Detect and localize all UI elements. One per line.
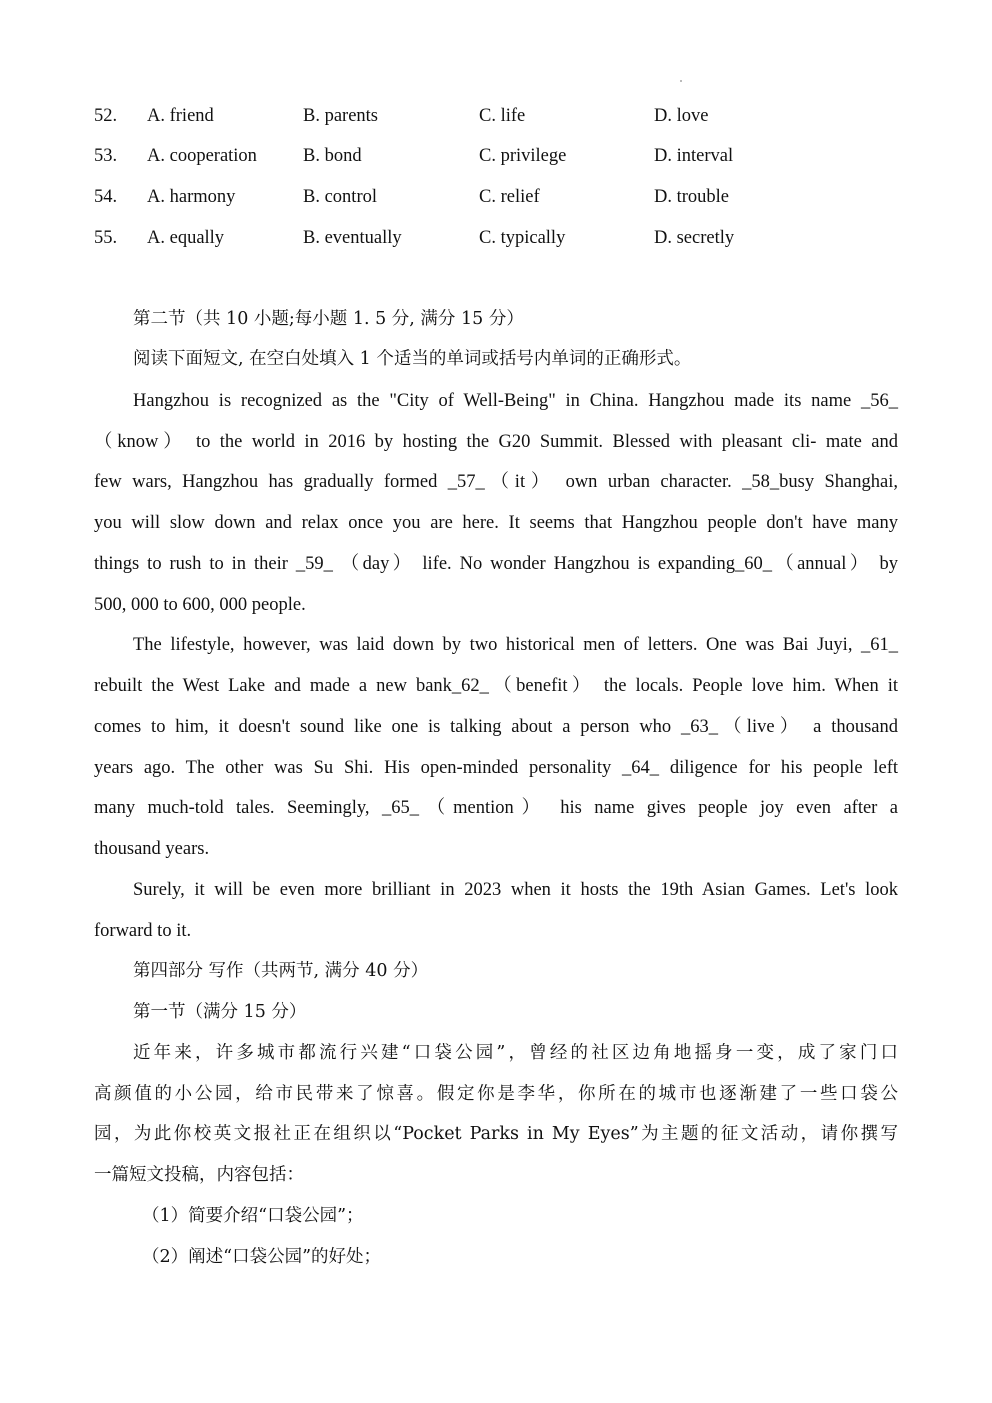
- passage-line: comes to him, it doesn't sound like one is talking about a person who _63_（live） a thousand: [94, 717, 898, 737]
- section-heading: 第二节（共 10 小题;每小题 1. 5 分, 满分 15 分）: [133, 309, 524, 329]
- question-number: 52.: [94, 106, 118, 126]
- passage-line: things to rush to in their _59_ （day） life. No wonder Hangzhou is expanding_60_（annual） by: [94, 554, 898, 574]
- section-instruction: 阅读下面短文, 在空白处填入 1 个适当的单词或括号内单词的正确形式。: [133, 349, 692, 369]
- option-b: B. parents: [303, 106, 379, 126]
- option-d: D. secretly: [654, 228, 735, 248]
- passage-line: you will slow down and relax once you are here. It seems that Hangzhou people don't have many: [94, 513, 898, 533]
- passage-line: forward to it.: [94, 921, 192, 941]
- option-b: B. control: [303, 187, 377, 207]
- option-a: A. harmony: [147, 187, 236, 207]
- option-d: D. interval: [654, 146, 734, 166]
- passage-line: 500, 000 to 600, 000 people.: [94, 595, 306, 615]
- prompt-item: （1）简要介绍“口袋公园”；: [142, 1206, 364, 1226]
- passage-line: few wars, Hangzhou has gradually formed _57_（it） own urban character. _58_busy Shanghai,: [94, 472, 898, 492]
- passage-line: rebuilt the West Lake and made a new bank_62_（benefit） the locals. People love him. When it: [94, 676, 898, 696]
- option-a: A. cooperation: [147, 146, 257, 166]
- prompt-line: 高颜值的小公园，给市民带来了惊喜。假定你是李华，你所在的城市也逐渐建了一些口袋公: [94, 1084, 898, 1104]
- passage-line: years ago. The other was Su Shi. His open-minded personality _64_ diligence for his people left: [94, 758, 898, 778]
- question-row-53: [0, 141, 992, 171]
- passage-line: thousand years.: [94, 839, 210, 859]
- passage-line: Hangzhou is recognized as the "City of Well-Being" in China. Hangzhou made its name _56_: [133, 391, 898, 411]
- passage-line: The lifestyle, however, was laid down by two historical men of letters. One was Bai Juyi, _61_: [133, 635, 898, 655]
- option-c: C. typically: [479, 228, 566, 248]
- option-d: D. trouble: [654, 187, 730, 207]
- option-c: C. relief: [479, 187, 540, 207]
- prompt-line: 一篇短文投稿，内容包括：: [94, 1165, 304, 1185]
- option-d: D. love: [654, 106, 709, 126]
- prompt-line: 近年来，许多城市都流行兴建“口袋公园”，曾经的社区边角地摇身一变，成了家门口: [133, 1043, 898, 1063]
- prompt-line: 园，为此你校英文报社正在组织以“Pocket Parks in My Eyes”为主题的征文活动，请你撰写: [94, 1124, 898, 1144]
- option-c: C. privilege: [479, 146, 567, 166]
- question-number: 53.: [94, 146, 118, 166]
- passage-line: （know） to the world in 2016 by hosting the G20 Summit. Blessed with pleasant cli- mate and: [94, 432, 898, 452]
- option-a: A. equally: [147, 228, 225, 248]
- passage-line: many much-told tales. Seemingly, _65_（mention） his name gives people joy even after a: [94, 798, 898, 818]
- question-number: 54.: [94, 187, 118, 207]
- section-heading: 第一节（满分 15 分）: [133, 1002, 307, 1022]
- option-a: A. friend: [147, 106, 214, 126]
- prompt-item: （2）阐述“口袋公园”的好处；: [142, 1247, 382, 1267]
- option-b: B. bond: [303, 146, 362, 166]
- question-row-54: [0, 182, 992, 212]
- question-row-52: [0, 101, 992, 131]
- scan-speck: [680, 80, 682, 82]
- question-row-55: [0, 223, 992, 253]
- option-c: C. life: [479, 106, 526, 126]
- question-number: 55.: [94, 228, 118, 248]
- passage-line: Surely, it will be even more brilliant in 2023 when it hosts the 19th Asian Games. Let's look: [133, 880, 898, 900]
- option-b: B. eventually: [303, 228, 402, 248]
- part-heading: 第四部分 写作（共两节, 满分 40 分）: [133, 961, 429, 981]
